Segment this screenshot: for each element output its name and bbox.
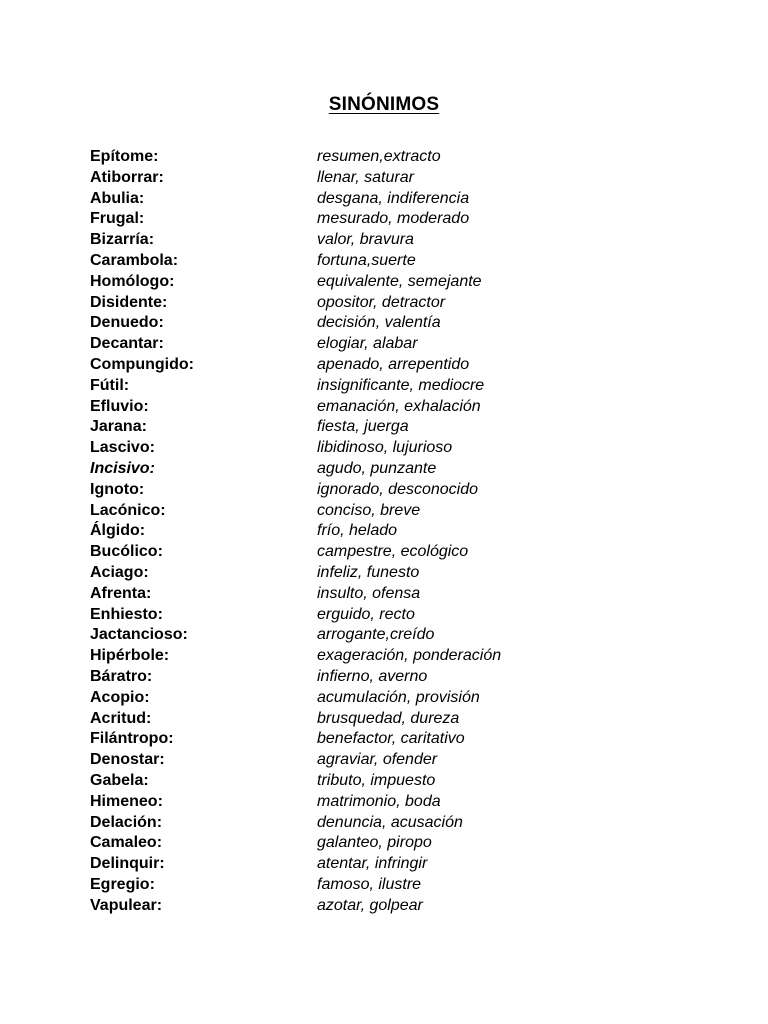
entry-synonyms: frío, helado — [317, 522, 398, 540]
list-item — [90, 355, 650, 376]
entry-synonyms: ignorado, desconocido — [317, 480, 479, 498]
list-item — [90, 334, 650, 355]
entry-term: Delinquir: — [90, 855, 165, 873]
entry-synonyms: desgana, indiferencia — [317, 189, 470, 207]
list-item — [90, 563, 650, 584]
entry-term: Vapulear: — [90, 896, 163, 914]
list-item — [90, 750, 650, 771]
list-item — [90, 605, 650, 626]
entry-synonyms: decisión, valentía — [317, 314, 441, 332]
list-item — [90, 709, 650, 730]
list-item — [90, 625, 650, 646]
list-item — [90, 875, 650, 896]
list-item — [90, 833, 650, 854]
list-item — [90, 646, 650, 667]
entry-term: Frugal: — [90, 210, 145, 228]
entry-synonyms: elogiar, alabar — [317, 335, 418, 353]
list-item — [90, 688, 650, 709]
list-item — [90, 542, 650, 563]
entry-synonyms: apenado, arrepentido — [317, 355, 470, 373]
entry-term: Camaleo: — [90, 834, 163, 852]
entry-term: Bucólico: — [90, 543, 163, 561]
list-item — [90, 729, 650, 750]
entry-term: Ignoto: — [90, 480, 145, 498]
entry-term: Himeneo: — [90, 792, 163, 810]
list-item — [90, 792, 650, 813]
list-item — [90, 521, 650, 542]
entry-term: Hipérbole: — [90, 647, 170, 665]
entry-synonyms: valor, bravura — [317, 231, 414, 249]
list-item — [90, 501, 650, 522]
entry-term: Báratro: — [90, 667, 153, 685]
entry-synonyms: exageración, ponderación — [317, 647, 502, 665]
entry-term: Acritud: — [90, 709, 152, 727]
entry-synonyms: galanteo, piropo — [317, 834, 432, 852]
entry-synonyms: arrogante,creído — [317, 626, 435, 644]
entry-synonyms: infierno, averno — [317, 667, 428, 685]
list-item — [90, 667, 650, 688]
entry-term: Atiborrar: — [90, 168, 164, 186]
entry-term: Epítome: — [90, 148, 159, 165]
synonym-list — [90, 147, 650, 916]
entry-synonyms: resumen,extracto — [317, 148, 441, 165]
entry-term: Fútil: — [90, 376, 130, 394]
list-item — [90, 147, 650, 168]
list-item — [90, 230, 650, 251]
list-item — [90, 480, 650, 501]
entry-term: Disidente: — [90, 293, 168, 311]
list-item — [90, 313, 650, 334]
list-item — [90, 417, 650, 438]
list-item — [90, 438, 650, 459]
entry-term: Lascivo: — [90, 439, 155, 457]
entry-synonyms: equivalente, semejante — [317, 272, 482, 290]
entry-synonyms: libidinoso, lujurioso — [317, 439, 453, 457]
entry-synonyms: conciso, breve — [317, 501, 421, 519]
entry-synonyms: fiesta, juerga — [317, 418, 409, 436]
entry-term: Delación: — [90, 813, 163, 831]
list-item — [90, 896, 650, 917]
entry-term: Aciago: — [90, 563, 149, 581]
page-title: SINÓNIMOS — [328, 94, 440, 115]
entry-term: Denuedo: — [90, 314, 164, 332]
list-item — [90, 293, 650, 314]
entry-term: Gabela: — [90, 771, 149, 789]
entry-synonyms: campestre, ecológico — [317, 543, 469, 561]
entry-synonyms: insulto, ofensa — [317, 584, 421, 602]
entry-term: Afrenta: — [90, 584, 152, 602]
entry-term: Homólogo: — [90, 272, 175, 290]
entry-synonyms: erguido, recto — [317, 605, 415, 623]
entry-synonyms: benefactor, caritativo — [317, 730, 465, 748]
entry-synonyms: insignificante, mediocre — [317, 376, 485, 394]
entry-term: Decantar: — [90, 335, 164, 353]
list-item — [90, 584, 650, 605]
entry-term: Incisivo: — [90, 459, 155, 477]
list-item — [90, 459, 650, 480]
entry-synonyms: fortuna,suerte — [317, 251, 416, 269]
entry-term: Bizarría: — [90, 231, 155, 249]
entry-term: Filántropo: — [90, 730, 174, 748]
entry-synonyms: agraviar, ofender — [317, 751, 438, 769]
list-item — [90, 209, 650, 230]
entry-synonyms: denuncia, acusación — [317, 813, 463, 831]
entry-term: Denostar: — [90, 751, 165, 769]
list-item — [90, 168, 650, 189]
list-item — [90, 813, 650, 834]
list-item — [90, 251, 650, 272]
list-item — [90, 397, 650, 418]
entry-term: Jactancioso: — [90, 626, 188, 644]
entry-synonyms: azotar, golpear — [317, 896, 423, 914]
entry-synonyms: llenar, saturar — [317, 168, 414, 186]
entry-synonyms: agudo, punzante — [317, 459, 437, 477]
entry-synonyms: matrimonio, boda — [317, 792, 441, 810]
entry-synonyms: brusquedad, dureza — [317, 709, 460, 727]
entry-term: Enhiesto: — [90, 605, 163, 623]
entry-term: Carambola: — [90, 251, 179, 269]
entry-term: Egregio: — [90, 875, 155, 893]
entry-term: Lacónico: — [90, 501, 166, 519]
entry-synonyms: infeliz, funesto — [317, 563, 420, 581]
entry-term: Álgido: — [90, 522, 146, 540]
entry-synonyms: mesurado, moderado — [317, 210, 470, 228]
entry-synonyms: famoso, ilustre — [317, 875, 422, 893]
entry-term: Abulia: — [90, 189, 145, 207]
entry-term: Efluvio: — [90, 397, 149, 415]
entry-synonyms: acumulación, provisión — [317, 688, 480, 706]
entry-synonyms: atentar, infringir — [317, 855, 428, 873]
list-item — [90, 771, 650, 792]
entry-synonyms: opositor, detractor — [317, 293, 446, 311]
list-item — [90, 272, 650, 293]
entry-term: Jarana: — [90, 418, 147, 436]
entry-term: Compungido: — [90, 355, 194, 373]
list-item — [90, 376, 650, 397]
list-item — [90, 189, 650, 210]
entry-synonyms: tributo, impuesto — [317, 771, 436, 789]
entry-term: Acopio: — [90, 688, 150, 706]
list-item — [90, 854, 650, 875]
entry-synonyms: emanación, exhalación — [317, 397, 481, 415]
